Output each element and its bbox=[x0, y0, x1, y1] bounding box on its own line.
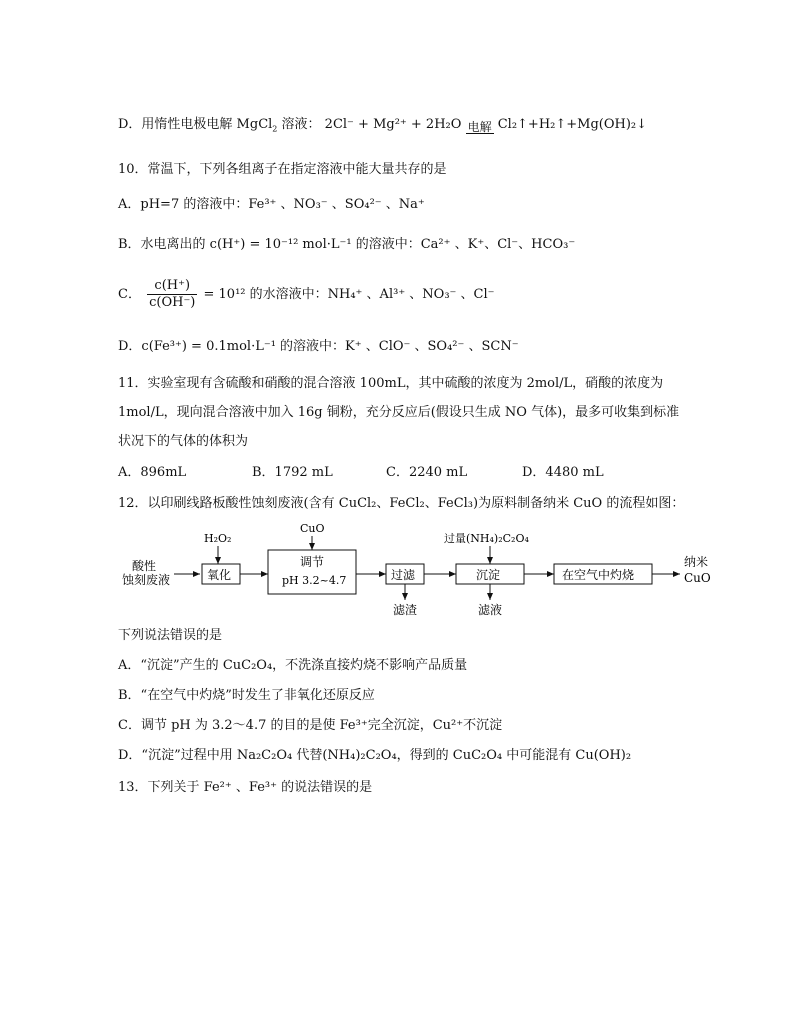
q11-option-b: B．1792 mL bbox=[252, 465, 333, 480]
q11-option-d: D．4480 mL bbox=[522, 465, 604, 480]
flow-residue: 滤渣 bbox=[393, 603, 418, 617]
q11-line-2: 1mol/L，现向混合溶液中加入 16g 铜粉，充分反应后(假设只生成 NO 气体)，最多可收集到标准 bbox=[118, 405, 680, 420]
q11-line-1: 11．实验室现有含硫酸和硝酸的混合溶液 100mL，其中硫酸的浓度为 2mol/L，硝酸的浓度为 bbox=[118, 376, 664, 391]
q10-d-ions: K⁺ 、ClO⁻ 、SO₄²⁻ 、SCN⁻ bbox=[345, 339, 519, 354]
q9-d-eq-left: 2Cl⁻ + Mg²⁺ + 2H₂O bbox=[324, 117, 462, 132]
flow-burn: 在空气中灼烧 bbox=[562, 568, 635, 582]
q9-d-sub: 2 bbox=[272, 124, 278, 134]
flow-end-l1: 纳米 bbox=[684, 555, 709, 569]
flow-start-l1: 酸性 bbox=[132, 559, 157, 573]
q11-option-c: C．2240 mL bbox=[386, 465, 468, 480]
q9-d-eq-right: Cl₂↑+H₂↑+Mg(OH)₂↓ bbox=[497, 117, 648, 132]
flow-end-l2: CuO bbox=[684, 571, 711, 585]
q12-option-c: C．调节 pH 为 3.2～4.7 的目的是使 Fe³⁺完全沉淀，Cu²⁺不沉淀 bbox=[118, 718, 503, 733]
q10-option-c bbox=[118, 278, 495, 311]
q10-option-a: A．pH=7 的溶液中：Fe³⁺ 、NO₃⁻ 、SO₄²⁻ 、Na⁺ bbox=[118, 197, 425, 212]
q12-option-d: D．“沉淀”过程中用 Na₂C₂O₄ 代替(NH₄)₂C₂O₄，得到的 CuC₂O₄ 中可能混有 Cu(OH)₂ bbox=[118, 748, 632, 763]
q12-option-a: A．“沉淀”产生的 CuC₂O₄，不洗涤直接灼烧不影响产品质量 bbox=[118, 658, 468, 673]
q10-b-ions: Ca²⁺ 、K⁺、Cl⁻、HCO₃⁻ bbox=[420, 237, 576, 252]
q9-d-mid: 溶液： bbox=[277, 117, 321, 132]
flow-adjust-l2: pH 3.2~4.7 bbox=[282, 574, 347, 587]
q10-c-numerator: c(H⁺) bbox=[147, 278, 197, 295]
flow-precip: 沉淀 bbox=[476, 568, 501, 582]
q9-option-d bbox=[118, 116, 647, 134]
q13-stem: 13．下列关于 Fe²⁺ 、Fe³⁺ 的说法错误的是 bbox=[118, 780, 373, 795]
q10-d-prefix: D．c(Fe³⁺) = 0.1mol·L⁻¹ 的溶液中： bbox=[118, 339, 346, 354]
q12-flowchart bbox=[110, 520, 730, 620]
q9-d-prefix: D．用惰性电极电解 MgCl bbox=[118, 117, 273, 132]
flow-filter: 过滤 bbox=[391, 568, 416, 582]
flow-cuo-in: CuO bbox=[300, 522, 325, 535]
q12-option-b: B．“在空气中灼烧”时发生了非氧化还原反应 bbox=[118, 688, 375, 703]
q10-c-fraction bbox=[147, 278, 197, 311]
flow-oxalate: 过量(NH₄)₂C₂O₄ bbox=[444, 532, 529, 545]
flow-filtrate: 滤液 bbox=[478, 603, 503, 617]
q10-option-d bbox=[118, 338, 519, 356]
q10-c-rest: = 10¹² 的水溶液中：NH₄⁺ 、Al³⁺ 、NO₃⁻ 、Cl⁻ bbox=[203, 287, 495, 302]
q10-stem: 10．常温下，下列各组离子在指定溶液中能大量共存的是 bbox=[118, 162, 447, 177]
q11-line-3: 状况下的气体的体积为 bbox=[118, 434, 249, 449]
q10-c-denominator: c(OH⁻) bbox=[149, 295, 196, 310]
q11-option-a: A．896mL bbox=[118, 465, 187, 480]
flow-h2o2: H₂O₂ bbox=[204, 532, 232, 545]
flow-start-l2: 蚀刻废液 bbox=[122, 573, 171, 587]
q10-b-prefix: B．水电离出的 c(H⁺) = 10⁻¹² mol·L⁻¹ 的溶液中： bbox=[118, 237, 421, 252]
flow-adjust-l1: 调节 bbox=[300, 555, 325, 569]
q12-stem: 12．以印刷线路板酸性蚀刻废液(含有 CuCl₂、FeCl₂、FeCl₃)为原料制备纳米 CuO 的流程如图： bbox=[118, 496, 685, 511]
q12-prompt: 下列说法错误的是 bbox=[118, 628, 223, 643]
q10-c-label: C． bbox=[118, 287, 141, 302]
q9-d-condition: 电解 bbox=[467, 120, 492, 134]
flow-oxidize: 氧化 bbox=[207, 568, 232, 582]
q10-option-b bbox=[118, 236, 575, 254]
